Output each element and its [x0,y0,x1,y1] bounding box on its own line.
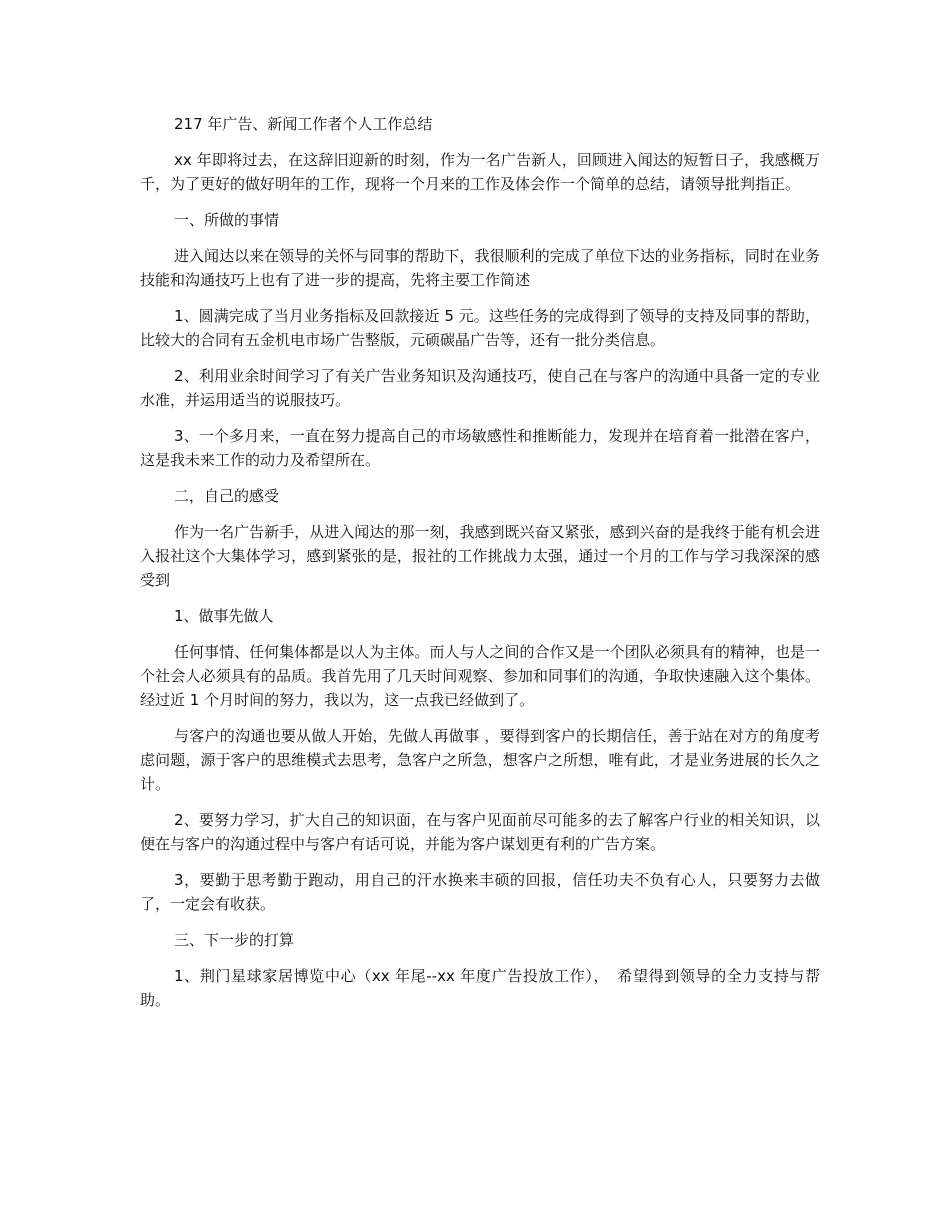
paragraph: 与客户的沟通也要从做人开始，先做人再做事 ，要得到客户的长期信任，善于站在对方的角度考虑问题，源于客户的思维模式去思考，急客户之所急，想客户之所想，唯有此，才是业务进展的长久之计。 [140,727,820,793]
list-item: 3、一个多月来，一直在努力提高自己的市场敏感性和推断能力，发现并在培育着一批潜在客户，这是我未来工作的动力及希望所在。 [140,427,820,469]
paragraph: xx 年即将过去，在这辞旧迎新的时刻，作为一名广告新人，回顾进入闻达的短暂日子，我感概万千，为了更好的做好明年的工作，现将一个月来的工作及体会作一个简单的总结，请领导批判指正。 [140,151,820,193]
paragraph: 作为一名广告新手，从进入闻达的那一刻，我感到既兴奋又紧张，感到兴奋的是我终于能有机会进入报社这个大集体学习，感到紧张的是，报社的工作挑战力太强，通过一个月的工作与学习我深深的感受到 [140,523,820,589]
document-title: 217 年广告、新闻工作者个人工作总结 [174,115,433,133]
section-heading: 二，自己的感受 [174,487,280,505]
list-item: 2、利用业余时间学习了有关广告业务知识及沟通技巧，使自己在与客户的沟通中具备一定的专业水准，并运用适当的说服技巧。 [140,367,820,409]
paragraph: 任何事情、任何集体都是以人为主体。而人与人之间的合作又是一个团队必须具有的精神，也是一个社会人必须具有的品质。我首先用了几天时间观察、参加和同事们的沟通，争取快速融入这个集体。经过近 1 个月时间的努力，我以为，这一点我已经做到了。 [140,643,820,709]
document-body [140,112,820,1024]
list-item: 3，要勤于思考勤于跑动，用自己的汗水换来丰硕的回报，信任功夫不负有心人，只要努力去做了，一定会有收获。 [140,871,820,913]
list-item: 1、圆满完成了当月业务指标及回款接近 5 元。这些任务的完成得到了领导的支持及同事的帮助，比较大的合同有五金机电市场广告整版，元硕碳晶广告等，还有一批分类信息。 [140,307,820,349]
paragraph: 进入闻达以来在领导的关怀与同事的帮助下，我很顺利的完成了单位下达的业务指标，同时在业务技能和沟通技巧上也有了进一步的提高，先将主要工作简述 [140,247,820,289]
section-heading: 一、所做的事情 [174,211,280,229]
subheading: 1、做事先做人 [174,607,274,625]
section-heading: 三、下一步的打算 [174,931,295,949]
list-item: 1、荆门星球家居博览中心（xx 年尾--xx 年度广告投放工作）， 希望得到领导的全力支持与帮助。 [140,967,820,1009]
list-item: 2、要努力学习，扩大自己的知识面，在与客户见面前尽可能多的去了解客户行业的相关知识，以便在与客户的沟通过程中与客户有话可说，并能为客户谋划更有利的广告方案。 [140,811,820,853]
